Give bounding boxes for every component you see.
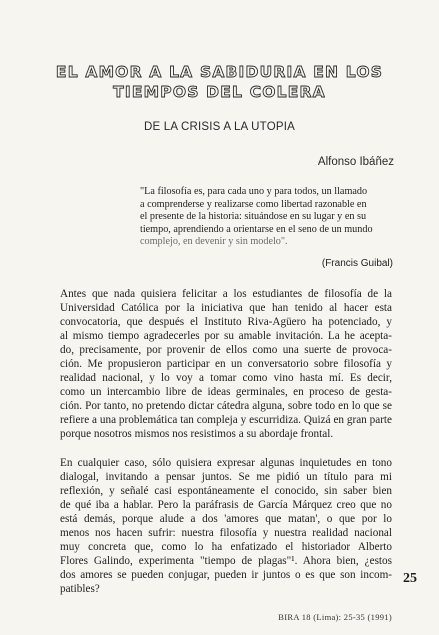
- page-number: 25: [403, 571, 417, 586]
- paragraph-line: patibles?: [60, 582, 100, 595]
- paragraph-line: reflexión, y señalé casi espontáneamente el conocido, sin saber bien: [60, 484, 392, 497]
- paragraph-line: Flores Galindo, experimenta "tiempo de plagas"¹. Ahora bien, ¿estos: [60, 554, 392, 567]
- article-title: [40, 62, 399, 102]
- epigraph-source: (Francis Guibal): [321, 258, 393, 269]
- paragraph-line: convocatoria, que después el Instituto Riva-Agüero ha potenciado, y: [60, 315, 392, 328]
- paragraph-line: está demás, porque alude a dos 'amores que matan', o que por lo: [60, 512, 392, 525]
- paragraph-line: refiere a una problemática tan compleja y escurridiza. Quizá en gran parte: [60, 413, 392, 426]
- article-subtitle: DE LA CRISIS A LA UTOPIA: [144, 121, 295, 133]
- epigraph-line: tiempo, aprendiendo a orientarse en el seno de un mundo: [140, 223, 373, 235]
- epigraph-line: a comprenderse y realizarse como libertad razonable en: [140, 198, 367, 210]
- epigraph-line: "La filosofía es, para cada uno y para todos, un llamado: [140, 186, 368, 197]
- title-line-1: EL AMOR A LA SABIDURIA EN LOS: [55, 63, 384, 81]
- paragraph-line: al mismo tiempo agradecerles por su amable invitación. La he acepta-: [60, 329, 392, 342]
- author-name: Alfonso Ibáñez: [317, 156, 394, 168]
- paragraph-line: En cualquier caso, sólo quisiera expresar algunas inquietudes en tono: [60, 457, 392, 469]
- paragraph-line: realidad nacional, y lo voy a tomar como vino hasta mí. Es decir,: [60, 371, 392, 384]
- epigraph-line: complejo, en devenir y sin modelo".: [140, 236, 288, 248]
- title-line-2: TIEMPOS DEL COLERA: [113, 83, 326, 101]
- paragraph-line: do, precisamente, por provenir de ellos como una suerte de provoca-: [60, 343, 392, 356]
- paragraph-line: porque nosotros mismos nos resistimos a su abordaje frontal.: [60, 427, 334, 440]
- paragraph-line: Antes que nada quisiera felicitar a los estudiantes de filosofía de la: [60, 288, 392, 300]
- epigraph-line: el presente de la historia: situándose en su lugar y en su: [140, 211, 367, 223]
- epigraph: [140, 186, 390, 249]
- paragraph-line: ción. Me propusieron participar en un conversatorio sobre filosofía y: [60, 357, 392, 370]
- paragraph-line: como un intercambio libre de ideas germinales, en proceso de gesta-: [60, 385, 392, 398]
- paragraph-line: ción. Por tanto, no pretendo dictar cátedra alguna, sobre todo en lo que se: [60, 399, 392, 412]
- paragraph-line: dialogal, invitando a pensar juntos. Se me pidió un título para mi: [60, 470, 392, 483]
- paragraph-line: de qué iba a hablar. Pero la paráfrasis de García Márquez creo que no: [60, 498, 392, 511]
- paragraph-line: menos nos hacen sufrir: nuestra filosofía y nuestra realidad nacional: [60, 526, 392, 539]
- paragraph-line: muy concreta que, como lo ha enfatizado el historiador Alberto: [60, 540, 392, 553]
- paragraph-line: dos amores se pueden conjugar, pueden ir juntos o es que son incom-: [60, 568, 392, 581]
- journal-footer: BIRA 18 (Lima): 25-35 (1991): [278, 612, 392, 622]
- body-paragraph-1: [60, 288, 392, 441]
- paragraph-line: Universidad Católica por la iniciativa que han tenido al hacer esta: [60, 301, 392, 314]
- body-paragraph-2: [60, 457, 392, 597]
